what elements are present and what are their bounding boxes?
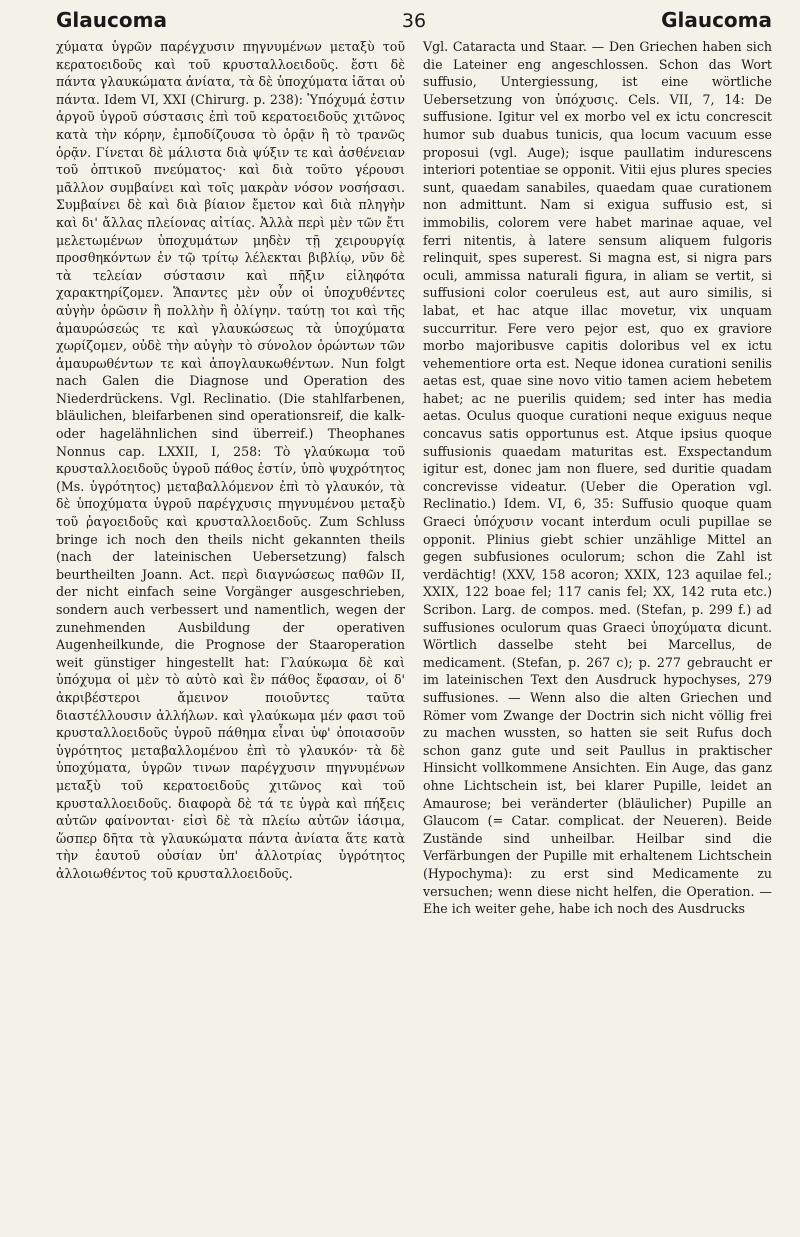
left-running-head: Glaucoma [56, 8, 167, 32]
right-column [423, 38, 772, 918]
right-column-text: Vgl. Cataracta und Staar. — Den Griechen haben sich die Lateiner eng angeschlossen. Schon das Wort suffusio, Untergiessung, ist eine wörtliche Uebersetzung von ὑπόχυσις. Cels. VII, 7, 14: De suffusione. Igitur vel ex morbo vel ex ictu concrescit humor sub duabus tunicis, qua locum vacuum esse proposui (vgl. Auge); isque paullatim indurescens interiori potentiae se opponit. Vitii ejus plures species sunt, quaedam sanabiles, quaedam quae curationem non admittunt. Nam si exigua suffusio est, si immobilis, colorem vere habet marinae aquae, vel ferri nitentis, à latere sensum aliquem fulgoris relinquit, spes superest. Si magna est, si nigra pars oculi, ammissa naturali figura, in aliam se vertit, si suffusioni color coeruleus est, aut auro similis, si labat, et hac atque illac movetur, vix unquam succurritur. Fere vero pejor est, quo ex graviore morbo majoribusve capitis doloribus vel ex ictu vehementiore orta est. Neque idonea curationi senilis aetas est, quae sine novo vitio tamen aciem hebetem habet; ac ne puerilis quidem; sed inter has media aetas. Oculus quoque curationi neque exiguus neque concavus satis opportunus est. Atque ipsius quoque suffusionis quaedam maturitas est. Exspectandum igitur est, donec jam non fluere, sed duritie quadam concrevisse videatur. (Ueber die Operation vgl. Reclinatio.) Idem. VI, 6, 35: Suffusio quoque quam Graeci ὑπόχυσιν vocant interdum oculi pupillae se opponit. Plinius giebt schier unzählige Mittel an gegen subfusiones oculorum; schon die Zahl ist verdächtig! (XXV, 158 acoron; XXIX, 123 aquilae fel.; XXIX, 122 boae fel; 117 canis fel; XX, 142 ruta etc.) Scribon. Larg. de compos. med. (Stefan, p. 299 f.) ad suffusiones oculorum quas Graeci ὑποχύματα dicunt. Wörtlich dasselbe steht bei Marcellus, de medicament. (Stefan, p. 267 c); p. 277 gebraucht er im lateinischen Text den Ausdruck hypochyses, 279 suffusiones. — Wenn also die alten Griechen und Römer vom Zwange der Doctrin sich nicht völlig frei zu machen wussten, so hatten sie seit Rufus doch schon ganz gute und seit Paullus in praktischer Hinsicht vollkommene Ansichten. Ein Auge, das ganz ohne Lichtschein ist, bei klarer Pupille, leidet an Amaurose; bei veränderter (bläulicher) Pupille an Glaucom (= Catar. complicat. der Neueren). Beide Zustände sind unheilbar. Heilbar sind die Verfärbungen der Pupille mit erhaltenem Lichtschein (Hypochyma): zu erst sind Medicamente zu versuchen; wenn diese nicht helfen, die Operation. — Ehe ich weiter gehe, habe ich noch des Ausdrucks [423, 39, 772, 917]
left-column [56, 38, 405, 918]
page-number: 36 [401, 10, 427, 32]
page-header [56, 8, 772, 34]
right-running-head: Glaucoma [661, 8, 772, 32]
text-columns [56, 38, 772, 918]
left-column-text: χύματα ὑγρῶν παρέγχυσιν πηγνυμένων μεταξὺ τοῦ κερατοειδοῦς καὶ τοῦ κρυσταλλοειδοῦς. ἔστι δὲ πάντα γλαυκώματα ἀνίατα, τὰ δὲ ὑποχύματα ἰᾶται οὐ πάντα. Idem VI, XXI (Chirurg. p. 238): Ὑπόχυμά ἐστιν ἀργοῦ ὑγροῦ σύστασις ἐπὶ τοῦ κερατοειδοῦς χιτῶνος κατὰ τὴν κόρην, ἐμποδίζουσα τὸ ὁρᾷν ἢ τὸ τρανῶς ὁρᾷν. Γίνεται δὲ μάλιστα διὰ ψύξιν τε καὶ ἀσθένειαν τοῦ ὀπτικοῦ πνεύματος· καὶ διὰ τοῦτο γέρουσι μᾶλλον συμβαίνει καὶ τοῖς μακρὰν νόσον νοσήσασι. Συμβαίνει δὲ καὶ διὰ βίαιον ἔμετον καὶ διὰ πληγὴν καὶ δι' ἄλλας πλείονας αἰτίας. Ἀλλὰ περὶ μὲν τῶν ἔτι μελετωμένων ὑποχυμάτων μηδὲν τῇ χειρουργίᾳ προσθηκόντων ἐν τῷ τρίτῳ λέλεκται βιβλίῳ, νῦν δὲ τὰ τελείαν σύστασιν καὶ πῆξιν εἰληφότα χαρακτηρίζομεν. Ἅπαντες μὲν οὖν οἱ ὑποχυθέντες αὐγὴν ὁρῶσιν ἢ πολλὴν ἢ ὀλίγην. ταύτῃ τοι καὶ τῆς ἀμαυρώσεώς τε καὶ γλαυκώσεως τὰ ὑποχύματα χωρίζομεν, οὐδὲ τὴν αὐγὴν τὸ σύνολον ὁρώντων τῶν ἀμαυρωθέντων τε καὶ ἀπογλαυκωθέντων. Nun folgt nach Galen die Diagnose und Operation des Niederdrückens. Vgl. Reclinatio. (Die stahlfarbenen, bläulichen, bleifarbenen sind operationsreif, die kalk- oder hagelähnlichen sind überreif.) Theophanes Nonnus cap. LXXII, I, 258: Τὸ γλαύκωμα τοῦ κρυσταλλοειδοῦς ὑγροῦ πάθος ἐστίν, ὑπὸ ψυχρότητος (Ms. ὑγρότητος) μεταβαλλόμενον ἐπὶ τὸ γλαυκόν, τὰ δὲ ὑποχύματα ὑγροῦ παρέγχυσις πηγνυμένου μεταξὺ τοῦ ῥαγοειδοῦς καὶ κρυσταλλοειδοῦς. Zum Schluss bringe ich noch den theils nicht gekannten theils (nach der lateinischen Uebersetzung) falsch beurtheilten Joann. Act. περὶ διαγνώσεως παθῶν II, der nicht einfach seine Vorgänger ausgeschrieben, sondern auch verbessert und namentlich, wegen der zunehmenden Ausbildung der operativen Augenheilkunde, die Prognose der Staaroperation weit günstiger hingestellt hat: Γλαύκωμα δὲ καὶ ὑπόχυμα οἱ μὲν τὸ αὐτὸ καὶ ἓν πάθος ἔφασαν, οἱ δ' ἀκριβέστεροι ἄμεινον ποιοῦντες ταῦτα διαστέλλουσιν ἀλλήλων. καὶ γλαύκωμα μέν φασι τοῦ κρυσταλλοειδοῦς ὑγροῦ πάθημα εἶναι ὑφ' ὁποιασοῦν ὑγρότητος μεταβαλλομένου ἐπὶ τὸ γλαυκόν· τὰ δὲ ὑποχύματα, ὑγρῶν τινων παρέγχυσιν πηγνυμένων μεταξὺ τοῦ κερατοειδοῦς χιτῶνος καὶ τοῦ κρυσταλλοειδοῦς. διαφορὰ δὲ τά τε ὑγρὰ καὶ πήξεις αὐτῶν φαίνονται· εἰσὶ δὲ τὰ πλείω αὐτῶν ἰάσιμα, ὥσπερ δῆτα τὰ γλαυκώματα πάντα ἀνίατα ἅτε κατὰ τὴν ἑαυτοῦ οὐσίαν ὑπ' ἀλλοτρίας ὑγρότητος ἀλλοιωθέντος τοῦ κρυσταλλοειδοῦς. [56, 39, 405, 881]
